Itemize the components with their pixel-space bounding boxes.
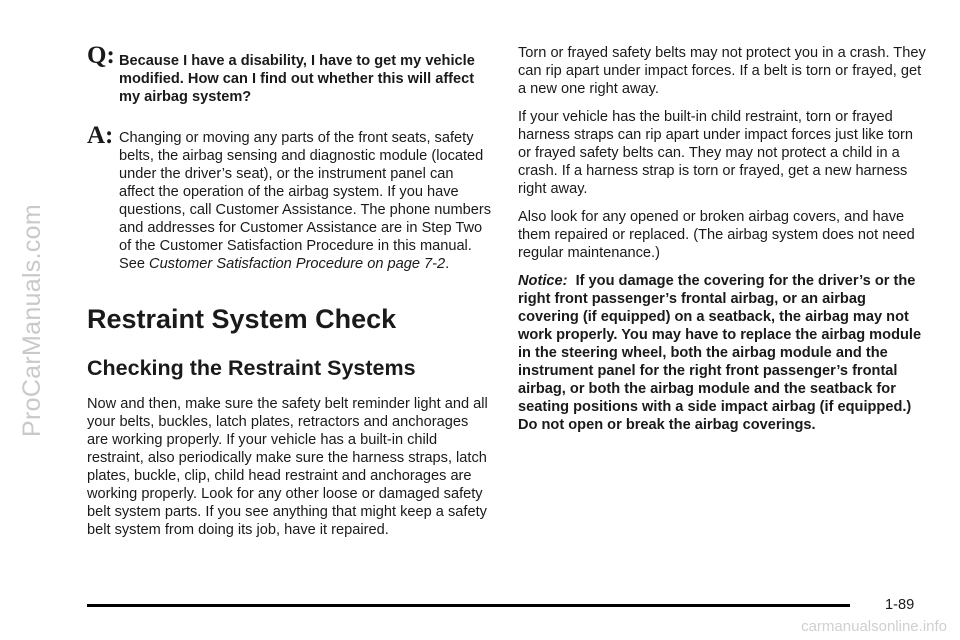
side-watermark [12,0,52,640]
answer-body: Changing or moving any parts of the front seats, safety belts, the airbag sensing and diagnostic module (located under the driver’s seat), or the instrument panel can affect the operation of the airbag system. If you have questions, call Customer Assistance. The phone numbers and addresses for Customer Assistance are in Step Two of the Customer Satisfaction Procedure in this manual. See [119,130,492,272]
check-paragraph: Now and then, make sure the safety belt reminder light and all your belts, buckles, latch plates, retractors and anchorages are working properly. If your vehicle has a built-in child restraint, also periodically make sure the harness straps, latch plates, buckle, clip, child head restraint and anchorages are working properly. Look for any other loose or damaged safety belt system parts. If you see anything that might keep a safety belt system from doing its job, have it repaired. [87,396,488,538]
airbag-covers-paragraph: Also look for any opened or broken airbag covers, and have them repaired or replaced. (The airbag system does not need regular maintenance.) [518,209,915,261]
notice-text: If you damage the covering for the driver’s or the right front passenger’s frontal airbag, or an airbag covering (if equipped) on a seatback, the airbag may not work properly. You may have to replace the airbag module in the steering wheel, both the airbag module and the instrument panel for the right front passenger’s frontal airbag, or both the airbag module and the seatback for seating positions with a side impact airbag (if equipped.) Do not open or break the airbag coverings. [518,273,922,433]
torn-belts-paragraph: Torn or frayed safety belts may not protect you in a crash. They can rip apart under impact forces. If a belt is torn or frayed, get a new one right away. [518,45,926,97]
question-marker: Q: [87,42,115,69]
answer-marker: A: [87,122,114,149]
harness-paragraph: If your vehicle has the built-in child restraint, torn or frayed harness straps can rip apart under impact forces just like torn or frayed safety belts can. They may not protect a child in a crash. If a harness strap is torn or frayed, get a new harness right away. [518,109,914,197]
notice-label: Notice: [518,273,568,289]
right-column [518,44,928,444]
answer-block [87,124,492,273]
subsection-heading: Checking the Restraint Systems [87,356,416,380]
notice-paragraph [518,272,928,434]
answer-end: . [445,256,450,272]
question-block [87,44,492,106]
answer-text [119,124,492,273]
answer-reference: Customer Satisfaction Procedure on page 7-2 [149,256,446,272]
page-number: 1-89 [885,597,915,613]
question-text: Because I have a disability, I have to get my vehicle modified. How can I find out whether this will affect my airbag system? [119,53,475,105]
bottom-watermark: carmanualsonline.info [801,618,947,635]
footer-rule [87,604,850,607]
section-heading: Restraint System Check [87,304,397,334]
side-watermark-text: ProCarManuals.com [17,203,46,437]
left-column [87,44,492,549]
